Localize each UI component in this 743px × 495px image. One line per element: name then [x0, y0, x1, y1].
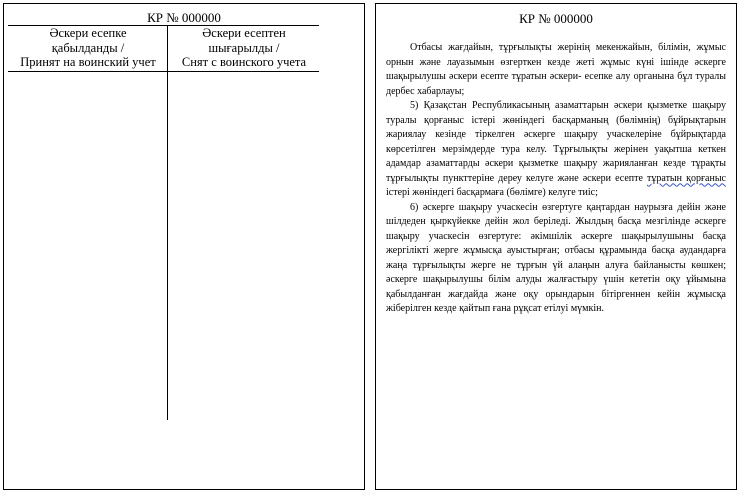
- left-page-title: КР № 000000: [147, 10, 221, 25]
- body-text: [386, 41, 726, 317]
- right-page: [375, 3, 737, 490]
- left-page: [3, 3, 365, 490]
- column-header-removed-line2: шығарылды /: [208, 40, 280, 55]
- column-header-removed-line3: Снят с воинского учета: [181, 55, 307, 69]
- paragraph-item-5-part1: 5) Қазақстан Республикасының азаматтарын әскери қызметке шақыру туралы қорғаныс істері жөніндегі басқарманың (бөлімнің) бұйрықтарын жариялау кезінде тіркелген әскерге шақыру учаскелеріне бұйрықтарда көрсетілген мерзімдерде тура келу. Тұрғылықты жерінен уақытша кеткен адамдар азаматтарды әскери қызметке шақыру жарияланған кезде тұрақты тұрғылықты пункттеріне дереу келуге және әскери есепте: [386, 100, 726, 184]
- column-header-accepted-line3: Принят на воинский учет: [20, 55, 156, 69]
- column-header-accepted-line2: қабылданды /: [51, 40, 125, 55]
- column-divider: [167, 25, 168, 420]
- column-header-removed-line1: Әскери есептен: [202, 26, 286, 40]
- spellcheck-underlined-text: тұратын қорғаныс: [647, 172, 726, 184]
- paragraph-item-6: 6) әскерге шақыру учаскесін өзгертуге қаңтардан наурызға дейін және шілдеден қыркүйекке дейін жол беріледі. Жылдың басқа мезгілінде әскерге шақыру учаскесін өзгертуге: әкімшілік әскерге шақырылушыны басқа жергілікті жерге жұмысқа ауыстырған; отбасы құрамында басқа аудандарға жаңа тұрғылықты жерге не тұрғын үй алаңын алуға байланысты көшкен; әскерге шақырылушы білім алуды жалғастыру үшін кететін оқу ұйымына қабылданған жағдайда және оқу орындарын бітіргеннен кейін жұмысқа жіберілген кезде қайтып ғана рұқсат етілуі мүмкін.: [386, 201, 726, 314]
- right-page-title: КР № 000000: [519, 11, 593, 26]
- paragraph-item-5-part3: істері жөніндегі басқармаға (бөлімге) келуге тиіс;: [386, 187, 598, 198]
- paragraph-family-status: Отбасы жағдайын, тұрғылықты жерінің мекенжайын, білімін, жұмыс орнын және лауазымын өзгерткен кезде жеті жұмыс күні ішінде әскерге шақырылушы әскери есепте тұратын әскери- есепке алу органына бұл туралы дербес хабарлауы;: [386, 42, 726, 97]
- column-header-accepted: [8, 26, 168, 70]
- header-divider: [8, 71, 319, 72]
- paragraph-item-5: [386, 99, 726, 201]
- column-header-accepted-line1: Әскери есепке: [49, 26, 127, 40]
- column-header-removed: [169, 26, 319, 70]
